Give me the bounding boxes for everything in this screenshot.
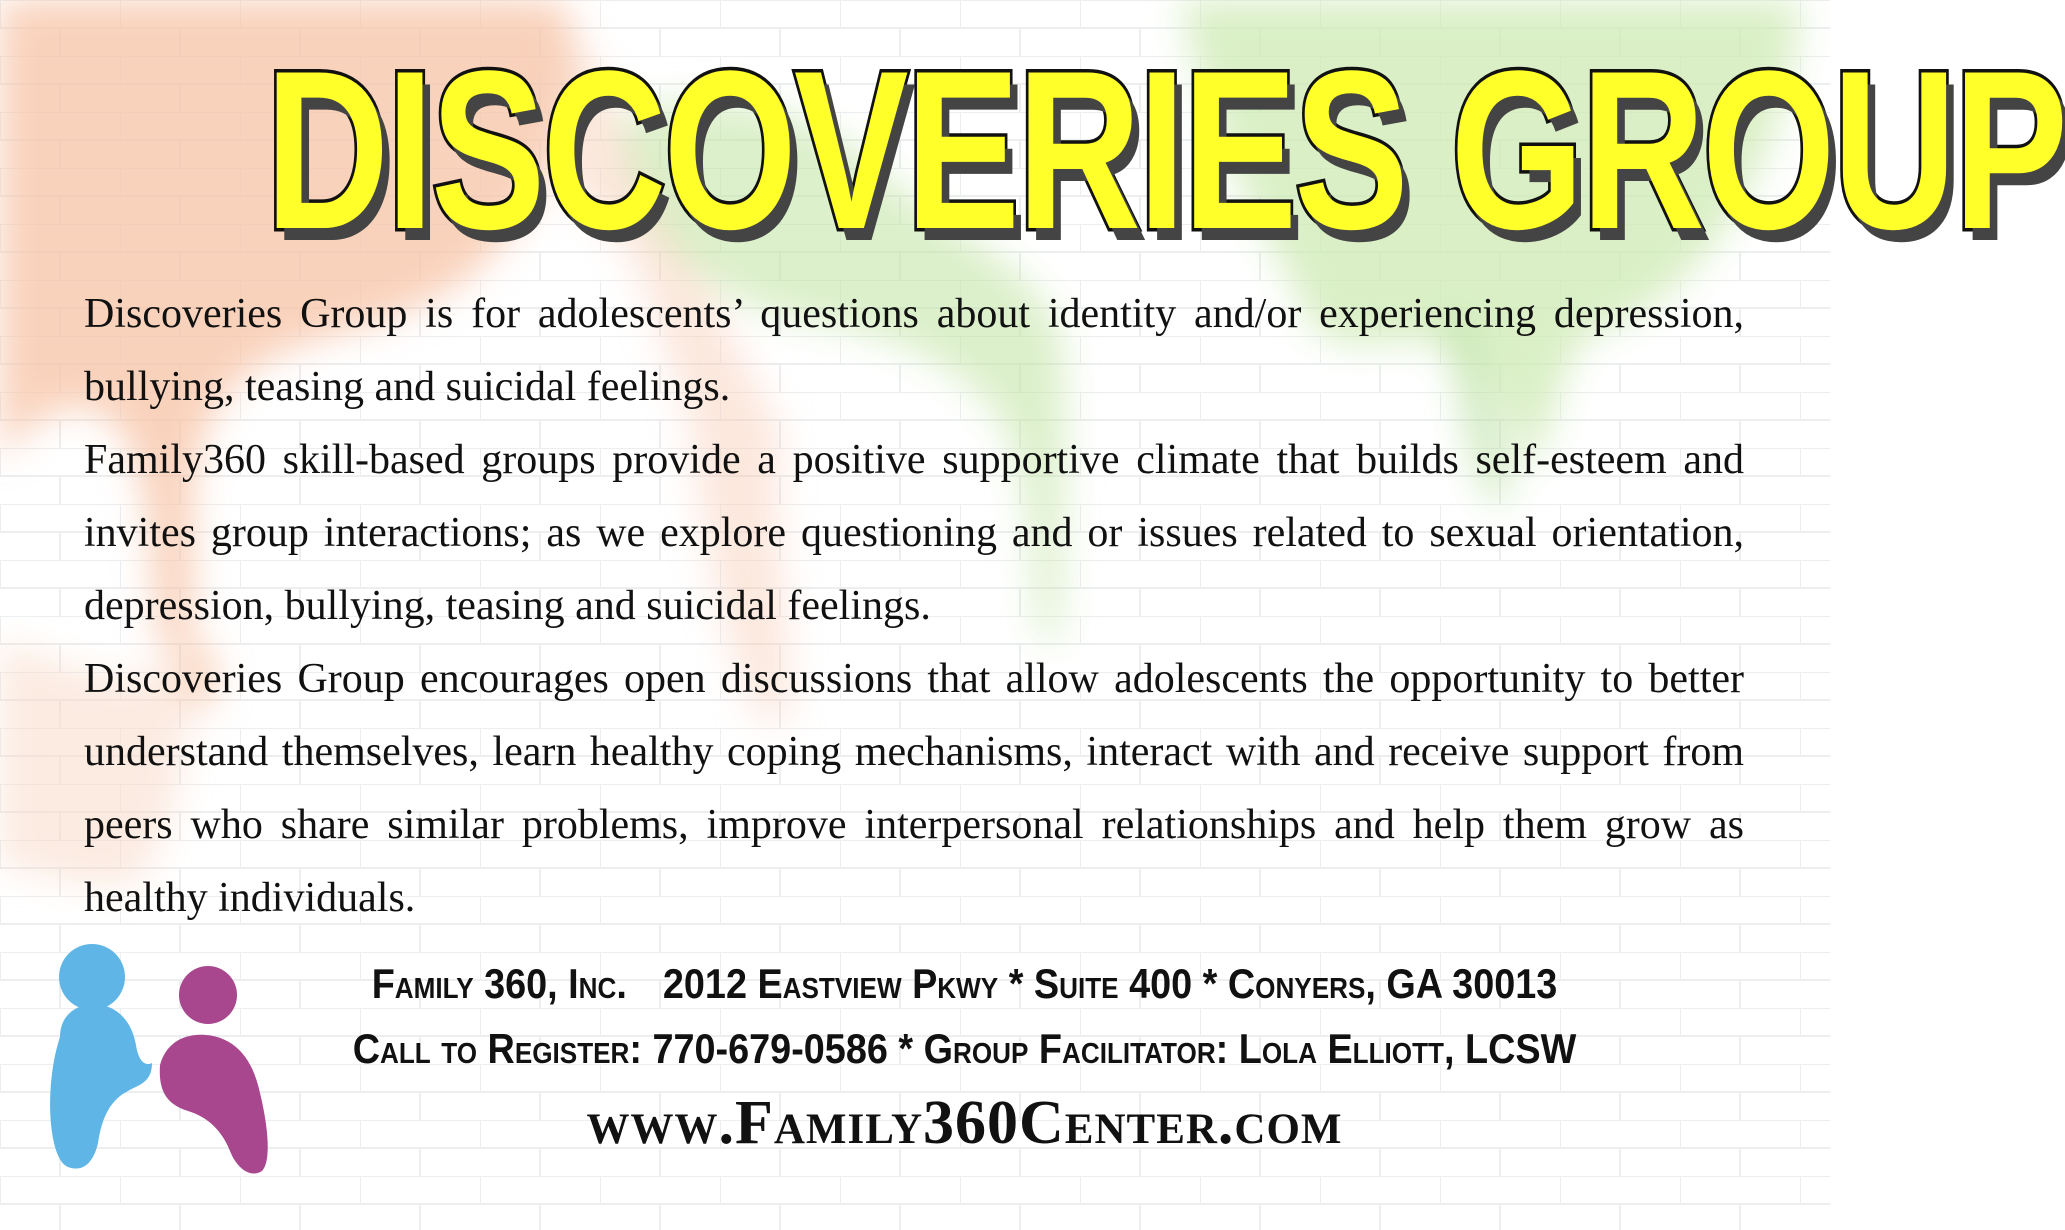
website-link[interactable]: www.Family360Center.com <box>586 1089 1343 1157</box>
organization-name: Family 360, Inc. <box>371 960 627 1007</box>
description-text <box>84 278 1744 935</box>
contact-line-register: Call to Register: 770-679-0586 * Group Facilitator: Lola Elliott, LCSW <box>352 1025 1577 1072</box>
address-text: 2012 Eastview Pkwy * Suite 400 * Conyers, GA 30013 <box>662 960 1558 1007</box>
description-paragraph: Discoveries Group is for adolescents’ questions about identity and/or experiencing depression, bullying, teasing and suicidal feelings. <box>84 291 1744 410</box>
description-paragraph: Discoveries Group encourages open discussions that allow adolescents the opportunity to better understand themselves, learn healthy coping mechanisms, interact with and receive support from peers who share similar problems, improve interpersonal relationships and help them grow as healthy individuals. <box>84 656 1744 921</box>
poster-title: DISCOVERIES GROUP <box>265 23 2065 276</box>
contact-line-address <box>332 960 1597 1008</box>
description-paragraph: Family360 skill-based groups provide a positive supportive climate that builds self-esteem and invites group interactions; as we explore questioning and or issues related to sexual orientation, depression, bullying, teasing and suicidal feelings. <box>84 437 1744 629</box>
people-logo-icon <box>40 935 290 1185</box>
